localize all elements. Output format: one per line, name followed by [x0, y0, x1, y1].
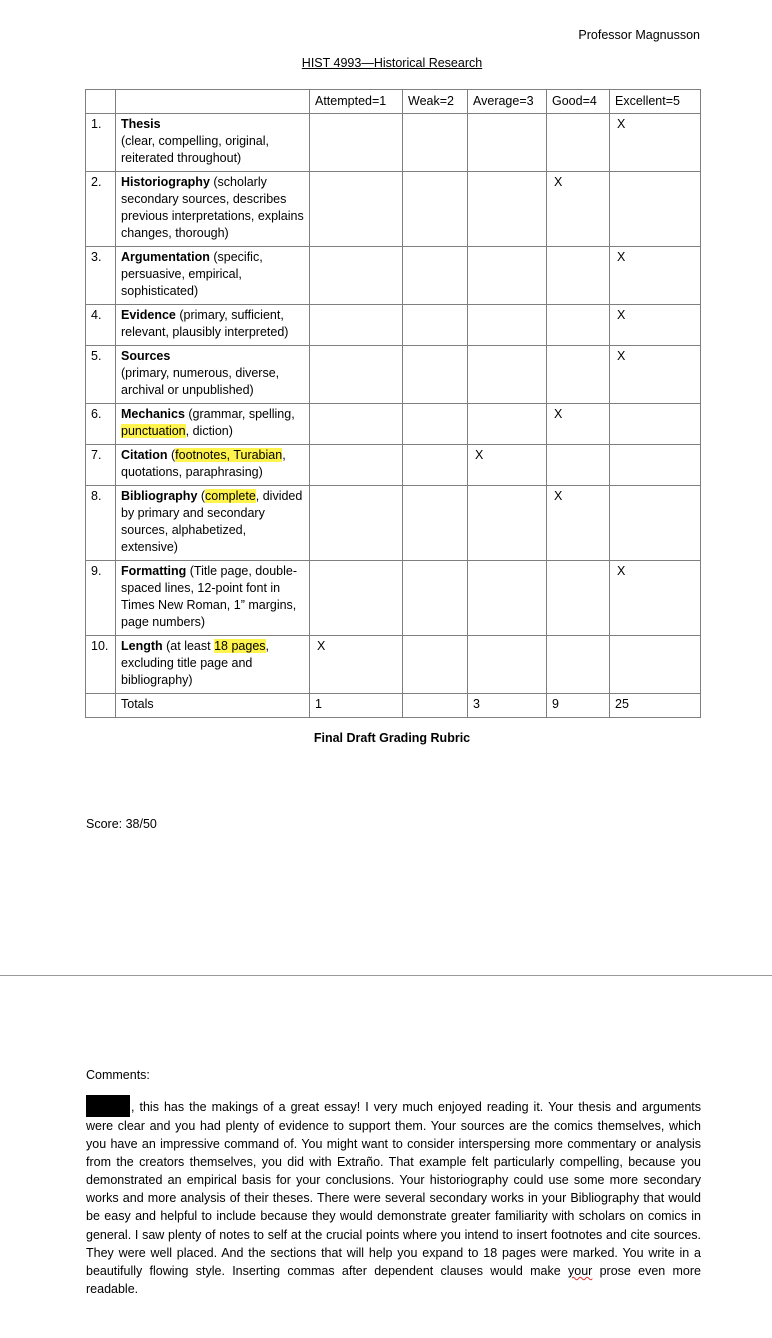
score-mark: X	[617, 250, 626, 264]
score-cell-level-2	[403, 172, 468, 247]
total-level-4: 9	[547, 694, 610, 718]
score-cell-level-1	[310, 172, 403, 247]
table-row	[86, 346, 701, 404]
score-cell-level-1	[310, 114, 403, 172]
criterion-number: 8.	[86, 486, 116, 561]
table-row	[86, 636, 701, 694]
score-cell-level-5	[610, 561, 701, 636]
header-level-4: Good=4	[547, 90, 610, 114]
score-cell-level-4	[547, 247, 610, 305]
criterion-number: 6.	[86, 404, 116, 445]
highlighted-text: footnotes, Turabian	[175, 448, 283, 462]
criterion-description: (Title page, double-spaced lines, 12-point font in Times New Roman, 1” margins, page numbers)	[121, 564, 297, 629]
criterion-cell	[116, 445, 310, 486]
comments-body	[86, 1095, 701, 1298]
criterion-cell	[116, 247, 310, 305]
highlighted-text: 18 pages	[214, 639, 266, 653]
criterion-title: Argumentation	[121, 250, 210, 264]
table-row	[86, 247, 701, 305]
criterion-title: Historiography	[121, 175, 210, 189]
criterion-description: , excluding title page and bibliography)	[121, 639, 270, 687]
score-cell-level-5	[610, 636, 701, 694]
criterion-description: , quotations, paraphrasing)	[121, 448, 286, 479]
totals-row	[86, 694, 701, 718]
criterion-cell	[116, 404, 310, 445]
criterion-cell	[116, 346, 310, 404]
score-cell-level-3	[468, 346, 547, 404]
score-mark: X	[617, 308, 626, 322]
score-cell-level-4	[547, 636, 610, 694]
score-cell-level-2	[403, 486, 468, 561]
criterion-cell	[116, 636, 310, 694]
score-cell-level-3	[468, 114, 547, 172]
score-cell-level-2	[403, 445, 468, 486]
criterion-number: 7.	[86, 445, 116, 486]
score-mark: X	[317, 639, 326, 653]
course-title: HIST 4993—Historical Research	[301, 56, 483, 70]
header-level-2: Weak=2	[403, 90, 468, 114]
criterion-number: 4.	[86, 305, 116, 346]
score-cell-level-1	[310, 305, 403, 346]
score-cell-level-5	[610, 305, 701, 346]
header-blank-cell	[116, 90, 310, 114]
score-cell-level-2	[403, 305, 468, 346]
score-mark: X	[617, 349, 626, 363]
criterion-description: (clear, compelling, original, reiterated throughout)	[121, 134, 269, 165]
score-cell-level-5	[610, 247, 701, 305]
score-cell-level-5	[610, 346, 701, 404]
score-mark: X	[554, 407, 563, 421]
criterion-title: Bibliography	[121, 489, 198, 503]
total-level-1: 1	[310, 694, 403, 718]
score-cell-level-3	[468, 561, 547, 636]
criterion-description: (scholarly secondary sources, describes previous interpretations, explains changes, thorough)	[121, 175, 304, 240]
score-cell-level-3	[468, 247, 547, 305]
score-mark: X	[554, 175, 563, 189]
score-cell-level-4	[547, 404, 610, 445]
score-cell-level-5	[610, 114, 701, 172]
criterion-number: 9.	[86, 561, 116, 636]
score-cell-level-4	[547, 346, 610, 404]
score-text: Score: 38/50	[86, 817, 157, 831]
score-cell-level-5	[610, 172, 701, 247]
score-mark: X	[617, 564, 626, 578]
score-cell-level-2	[403, 561, 468, 636]
total-level-3: 3	[468, 694, 547, 718]
totals-label: Totals	[116, 694, 310, 718]
score-cell-level-5	[610, 404, 701, 445]
score-cell-level-3	[468, 305, 547, 346]
spellcheck-flagged-word[interactable]: your	[568, 1263, 593, 1278]
criterion-cell	[116, 114, 310, 172]
score-cell-level-5	[610, 445, 701, 486]
criterion-description: (	[197, 489, 206, 503]
header-level-3: Average=3	[468, 90, 547, 114]
professor-name: Professor Magnusson	[578, 28, 700, 42]
score-cell-level-1	[310, 404, 403, 445]
criterion-description: (grammar, spelling,	[184, 407, 295, 421]
criterion-title: Length	[121, 639, 163, 653]
criterion-cell	[116, 486, 310, 561]
comments-page	[0, 977, 772, 1338]
score-cell-level-1	[310, 247, 403, 305]
criterion-title: Formatting	[121, 564, 187, 578]
criterion-title: Thesis	[121, 117, 161, 131]
score-cell-level-3	[468, 404, 547, 445]
score-cell-level-4	[547, 561, 610, 636]
criterion-number: 10.	[86, 636, 116, 694]
score-cell-level-2	[403, 346, 468, 404]
score-mark: X	[475, 448, 484, 462]
score-cell-level-5	[610, 486, 701, 561]
score-cell-level-4	[547, 486, 610, 561]
criterion-number: 3.	[86, 247, 116, 305]
header-level-5: Excellent=5	[610, 90, 701, 114]
table-row	[86, 172, 701, 247]
score-cell-level-4	[547, 305, 610, 346]
score-mark: X	[554, 489, 563, 503]
criterion-description: (specific, persuasive, empirical, sophisticated)	[121, 250, 263, 298]
criterion-cell	[116, 561, 310, 636]
totals-blank-cell	[86, 694, 116, 718]
score-cell-level-1	[310, 445, 403, 486]
criterion-title: Evidence	[121, 308, 176, 322]
score-cell-level-4	[547, 445, 610, 486]
score-cell-level-1	[310, 346, 403, 404]
header-level-1: Attempted=1	[310, 90, 403, 114]
score-cell-level-2	[403, 247, 468, 305]
table-row	[86, 561, 701, 636]
header-blank-cell	[86, 90, 116, 114]
total-level-5: 25	[610, 694, 701, 718]
score-cell-level-2	[403, 404, 468, 445]
grading-rubric-table	[85, 89, 701, 718]
score-mark: X	[617, 117, 626, 131]
comments-text: , this has the makings of a great essay! I very much enjoyed reading it. Your thesis and arguments were clear and you had plenty of evidence to support them. Your sources are the comics themselves, which you have an impressive command of. You might want to consider interspersing more commentary or analysis from the creators themselves, you did with Extraño. That example felt particularly compelling, because you demonstrated an empirical basis for your conclusions. Your historiography could use some more secondary works and more analysis of their theses. There were several secondary works in your Bibliography that would be easy and helpful to include because they would demonstrate greater familiarity with scholars on comics in general. I saw plenty of notes to self at the crucial points where you intend to insert footnotes and cite sources. They were well placed. And the sections that will help you expand to 18 pages were marked. You write in a beautifully flowing style. Inserting commas after dependent clauses would make	[86, 1100, 701, 1278]
score-cell-level-3	[468, 486, 547, 561]
table-row	[86, 486, 701, 561]
total-level-2	[403, 694, 468, 718]
criterion-cell	[116, 172, 310, 247]
score-cell-level-2	[403, 114, 468, 172]
criterion-cell	[116, 305, 310, 346]
rubric-caption: Final Draft Grading Rubric	[313, 731, 471, 745]
table-row	[86, 404, 701, 445]
score-cell-level-1	[310, 636, 403, 694]
score-cell-level-3	[468, 636, 547, 694]
criterion-description: (primary, sufficient, relevant, plausibly interpreted)	[121, 308, 289, 339]
highlighted-text: punctuation	[121, 424, 186, 438]
comments-label: Comments:	[86, 1068, 150, 1082]
table-row	[86, 445, 701, 486]
criterion-number: 1.	[86, 114, 116, 172]
criterion-description: (	[167, 448, 176, 462]
criterion-description: (primary, numerous, diverse, archival or unpublished)	[121, 366, 280, 397]
criterion-number: 5.	[86, 346, 116, 404]
score-cell-level-4	[547, 114, 610, 172]
criterion-title: Mechanics	[121, 407, 185, 421]
redacted-name-block	[86, 1095, 130, 1117]
criterion-title: Sources	[121, 349, 171, 363]
score-cell-level-1	[310, 486, 403, 561]
criterion-description: , divided by primary and secondary sources, alphabetized, extensive)	[121, 489, 303, 554]
score-cell-level-2	[403, 636, 468, 694]
criterion-description: , diction)	[185, 424, 233, 438]
score-cell-level-4	[547, 172, 610, 247]
criterion-number: 2.	[86, 172, 116, 247]
table-row	[86, 114, 701, 172]
score-cell-level-3	[468, 172, 547, 247]
criterion-title: Citation	[121, 448, 168, 462]
score-cell-level-1	[310, 561, 403, 636]
criterion-description: (at least	[162, 639, 215, 653]
highlighted-text: complete	[205, 489, 256, 503]
rubric-header-row	[86, 90, 701, 114]
score-cell-level-3	[468, 445, 547, 486]
comments-text-end: prose even more readable.	[86, 1263, 702, 1296]
page-break-divider	[0, 975, 772, 976]
table-row	[86, 305, 701, 346]
